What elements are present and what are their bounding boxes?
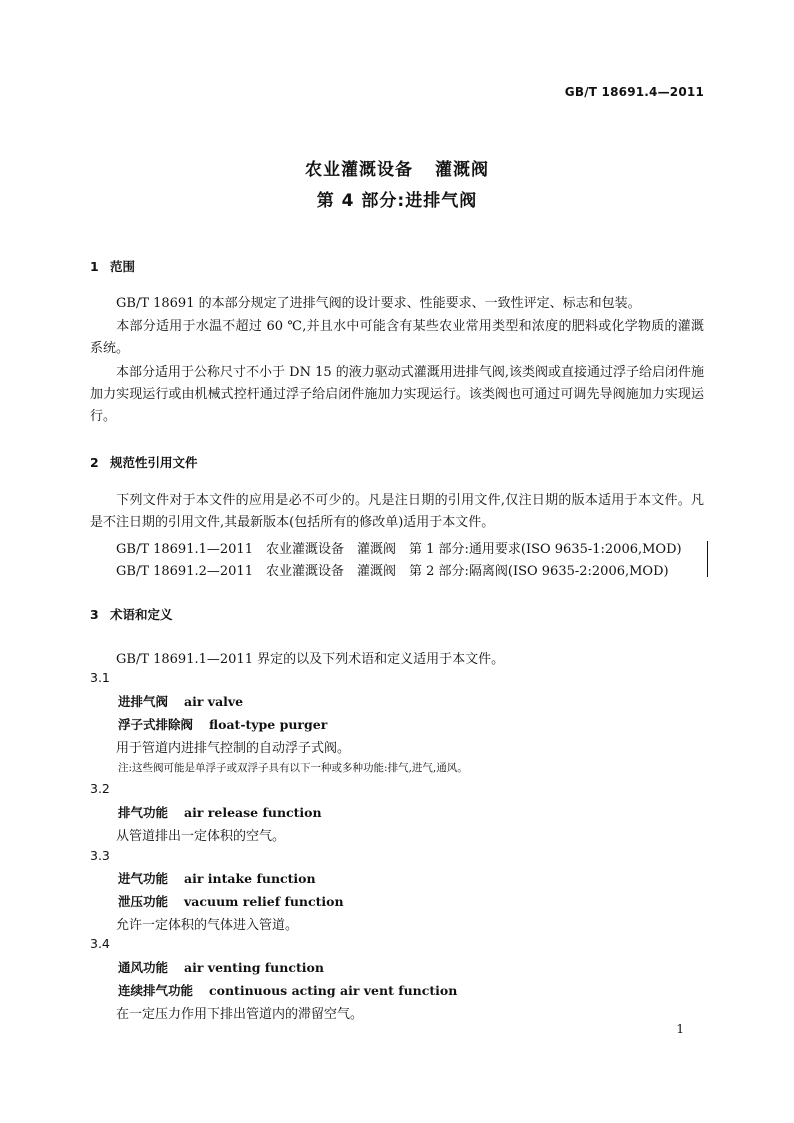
section-title: 规范性引用文件 [110, 455, 198, 470]
term-en: vacuum relief function [184, 894, 344, 909]
title-part-b: 灌溉阀 [435, 160, 489, 180]
term-zh: 进排气阀 [118, 694, 169, 709]
term-entry [118, 981, 457, 999]
term-zh: 进气功能 [118, 871, 169, 886]
paragraph [90, 316, 704, 360]
title-part-a: 农业灌溉设备 [305, 160, 413, 180]
term-zh: 泄压功能 [118, 894, 169, 909]
term-entry [118, 692, 243, 710]
term-en: continuous acting air vent function [209, 983, 458, 998]
term-entry [118, 892, 344, 910]
paragraph [90, 293, 704, 315]
term-entry [118, 958, 324, 976]
term-zh: 连续排气功能 [118, 983, 194, 998]
paragraph-text: 下列文件对于本文件的应用是必不可少的。凡是注日期的引用文件,仅注日期的版本适用于本文件。凡是不注日期的引用文件,其最新版本(包括所有的修改单)适用于本文件。 [90, 493, 704, 530]
term-definition: 在一定压力作用下排出管道内的滞留空气。 [116, 1007, 364, 1022]
section-title: 术语和定义 [110, 607, 173, 622]
term-zh: 浮子式排除阀 [118, 717, 194, 732]
paragraph-text: GB/T 18691 的本部分规定了进排气阀的设计要求、性能要求、一致性评定、标志和包装。 [116, 296, 641, 311]
term-entry [118, 803, 322, 821]
section-heading-references [90, 453, 198, 471]
clause-number: 3.3 [90, 848, 110, 863]
paragraph-text: 本部分适用于公称尺寸不小于 DN 15 的液力驱动式灌溉用进排气阀,该类阀或直接通过浮子给启闭件施加力实现运行或由机械式控杆通过浮子给启闭件施加力实现运行。该类阀也可通过可调先导阀施加力实现运行。 [90, 365, 704, 424]
reference-item: GB/T 18691.2—2011 农业灌溉设备 灌溉阀 第 2 部分:隔离阀(ISO 9635-2:2006,MOD) [116, 564, 669, 579]
page-number: 1 [676, 1022, 684, 1036]
change-bar [707, 541, 708, 577]
document-title-line1 [0, 155, 794, 180]
paragraph: GB/T 18691.1—2011 界定的以及下列术语和定义适用于本文件。 [116, 652, 505, 667]
section-number: 3 [90, 607, 99, 622]
section-number: 1 [90, 259, 99, 274]
term-zh: 通风功能 [118, 960, 169, 975]
section-title: 范围 [110, 259, 136, 274]
term-definition: 从管道排出一定体积的空气。 [116, 829, 286, 844]
term-definition: 用于管道内进排气控制的自动浮子式阀。 [116, 741, 351, 756]
paragraph [90, 362, 704, 428]
clause-number: 3.4 [90, 936, 110, 951]
term-en: air valve [184, 694, 244, 709]
paragraph [90, 490, 704, 534]
standard-code: GB/T 18691.4—2011 [564, 85, 704, 99]
term-en: air intake function [184, 871, 316, 886]
clause-number: 3.2 [90, 781, 110, 796]
term-note: 注:这些阀可能是单浮子或双浮子具有以下一种或多种功能:排气,进气,通风。 [118, 762, 468, 774]
term-en: air release function [184, 805, 322, 820]
term-definition: 允许一定体积的气体进入管道。 [116, 918, 299, 933]
reference-item: GB/T 18691.1—2011 农业灌溉设备 灌溉阀 第 1 部分:通用要求(ISO 9635-1:2006,MOD) [116, 542, 682, 557]
document-title-line2: 第 4 部分:进排气阀 [316, 191, 478, 211]
term-entry [118, 869, 316, 887]
paragraph-text: 本部分适用于水温不超过 60 ℃,并且水中可能含有某些农业常用类型和浓度的肥料或化学物质的灌溉系统。 [90, 319, 704, 356]
term-zh: 排气功能 [118, 805, 169, 820]
term-en: air venting function [184, 960, 324, 975]
term-entry [118, 715, 327, 733]
section-heading-scope [90, 257, 135, 275]
clause-number: 3.1 [90, 670, 110, 685]
section-heading-terms [90, 605, 173, 623]
term-en: float-type purger [209, 717, 328, 732]
section-number: 2 [90, 455, 99, 470]
